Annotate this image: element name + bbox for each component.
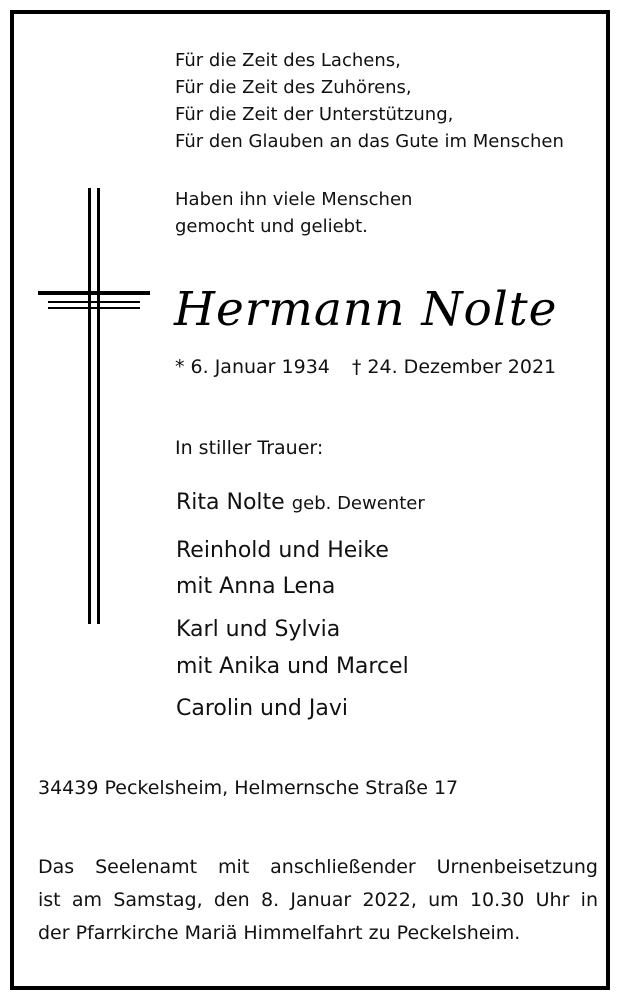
death-date: † 24. Dezember 2021 <box>351 356 557 378</box>
mourner-line: mit Anika und Marcel <box>176 654 409 679</box>
life-dates <box>175 356 556 378</box>
funeral-notice <box>38 851 598 950</box>
mourner-line: mit Anna Lena <box>176 574 336 599</box>
poem-stanza-2 <box>175 186 412 240</box>
maiden-name: geb. Dewenter <box>291 493 425 514</box>
address: 34439 Peckelsheim, Helmernsche Straße 17 <box>38 777 459 799</box>
birth-date: * 6. Januar 1934 <box>175 356 330 378</box>
poem-line: Für die Zeit der Unterstützung, <box>175 104 454 125</box>
poem-line: Für die Zeit des Zuhörens, <box>175 77 412 98</box>
cross-icon <box>38 188 150 628</box>
mourners-heading: In stiller Trauer: <box>175 437 324 459</box>
mourner-name: Rita Nolte <box>176 490 285 515</box>
poem-line: gemocht und geliebt. <box>175 216 368 237</box>
mourner-line: Carolin und Javi <box>176 696 348 721</box>
deceased-name: Hermann Nolte <box>174 282 558 337</box>
mourner-line: Karl und Sylvia <box>176 617 341 642</box>
poem-line: Für den Glauben an das Gute im Menschen <box>175 131 564 152</box>
notice-line: der Pfarrkirche Mariä Himmelfahrt zu Peckelsheim. <box>38 922 521 944</box>
poem-stanza <box>175 47 564 155</box>
mourner-line: Reinhold und Heike <box>176 538 389 563</box>
notice-line: ist am Samstag, den 8. Januar 2022, um 10.30 Uhr in <box>38 889 598 911</box>
poem-line: Haben ihn viele Menschen <box>175 189 413 210</box>
mourner-line <box>176 490 425 515</box>
obituary-notice <box>10 10 610 990</box>
poem-line: Für die Zeit des Lachens, <box>175 50 401 71</box>
notice-line: Das Seelenamt mit anschließender Urnenbeisetzung <box>38 856 598 878</box>
